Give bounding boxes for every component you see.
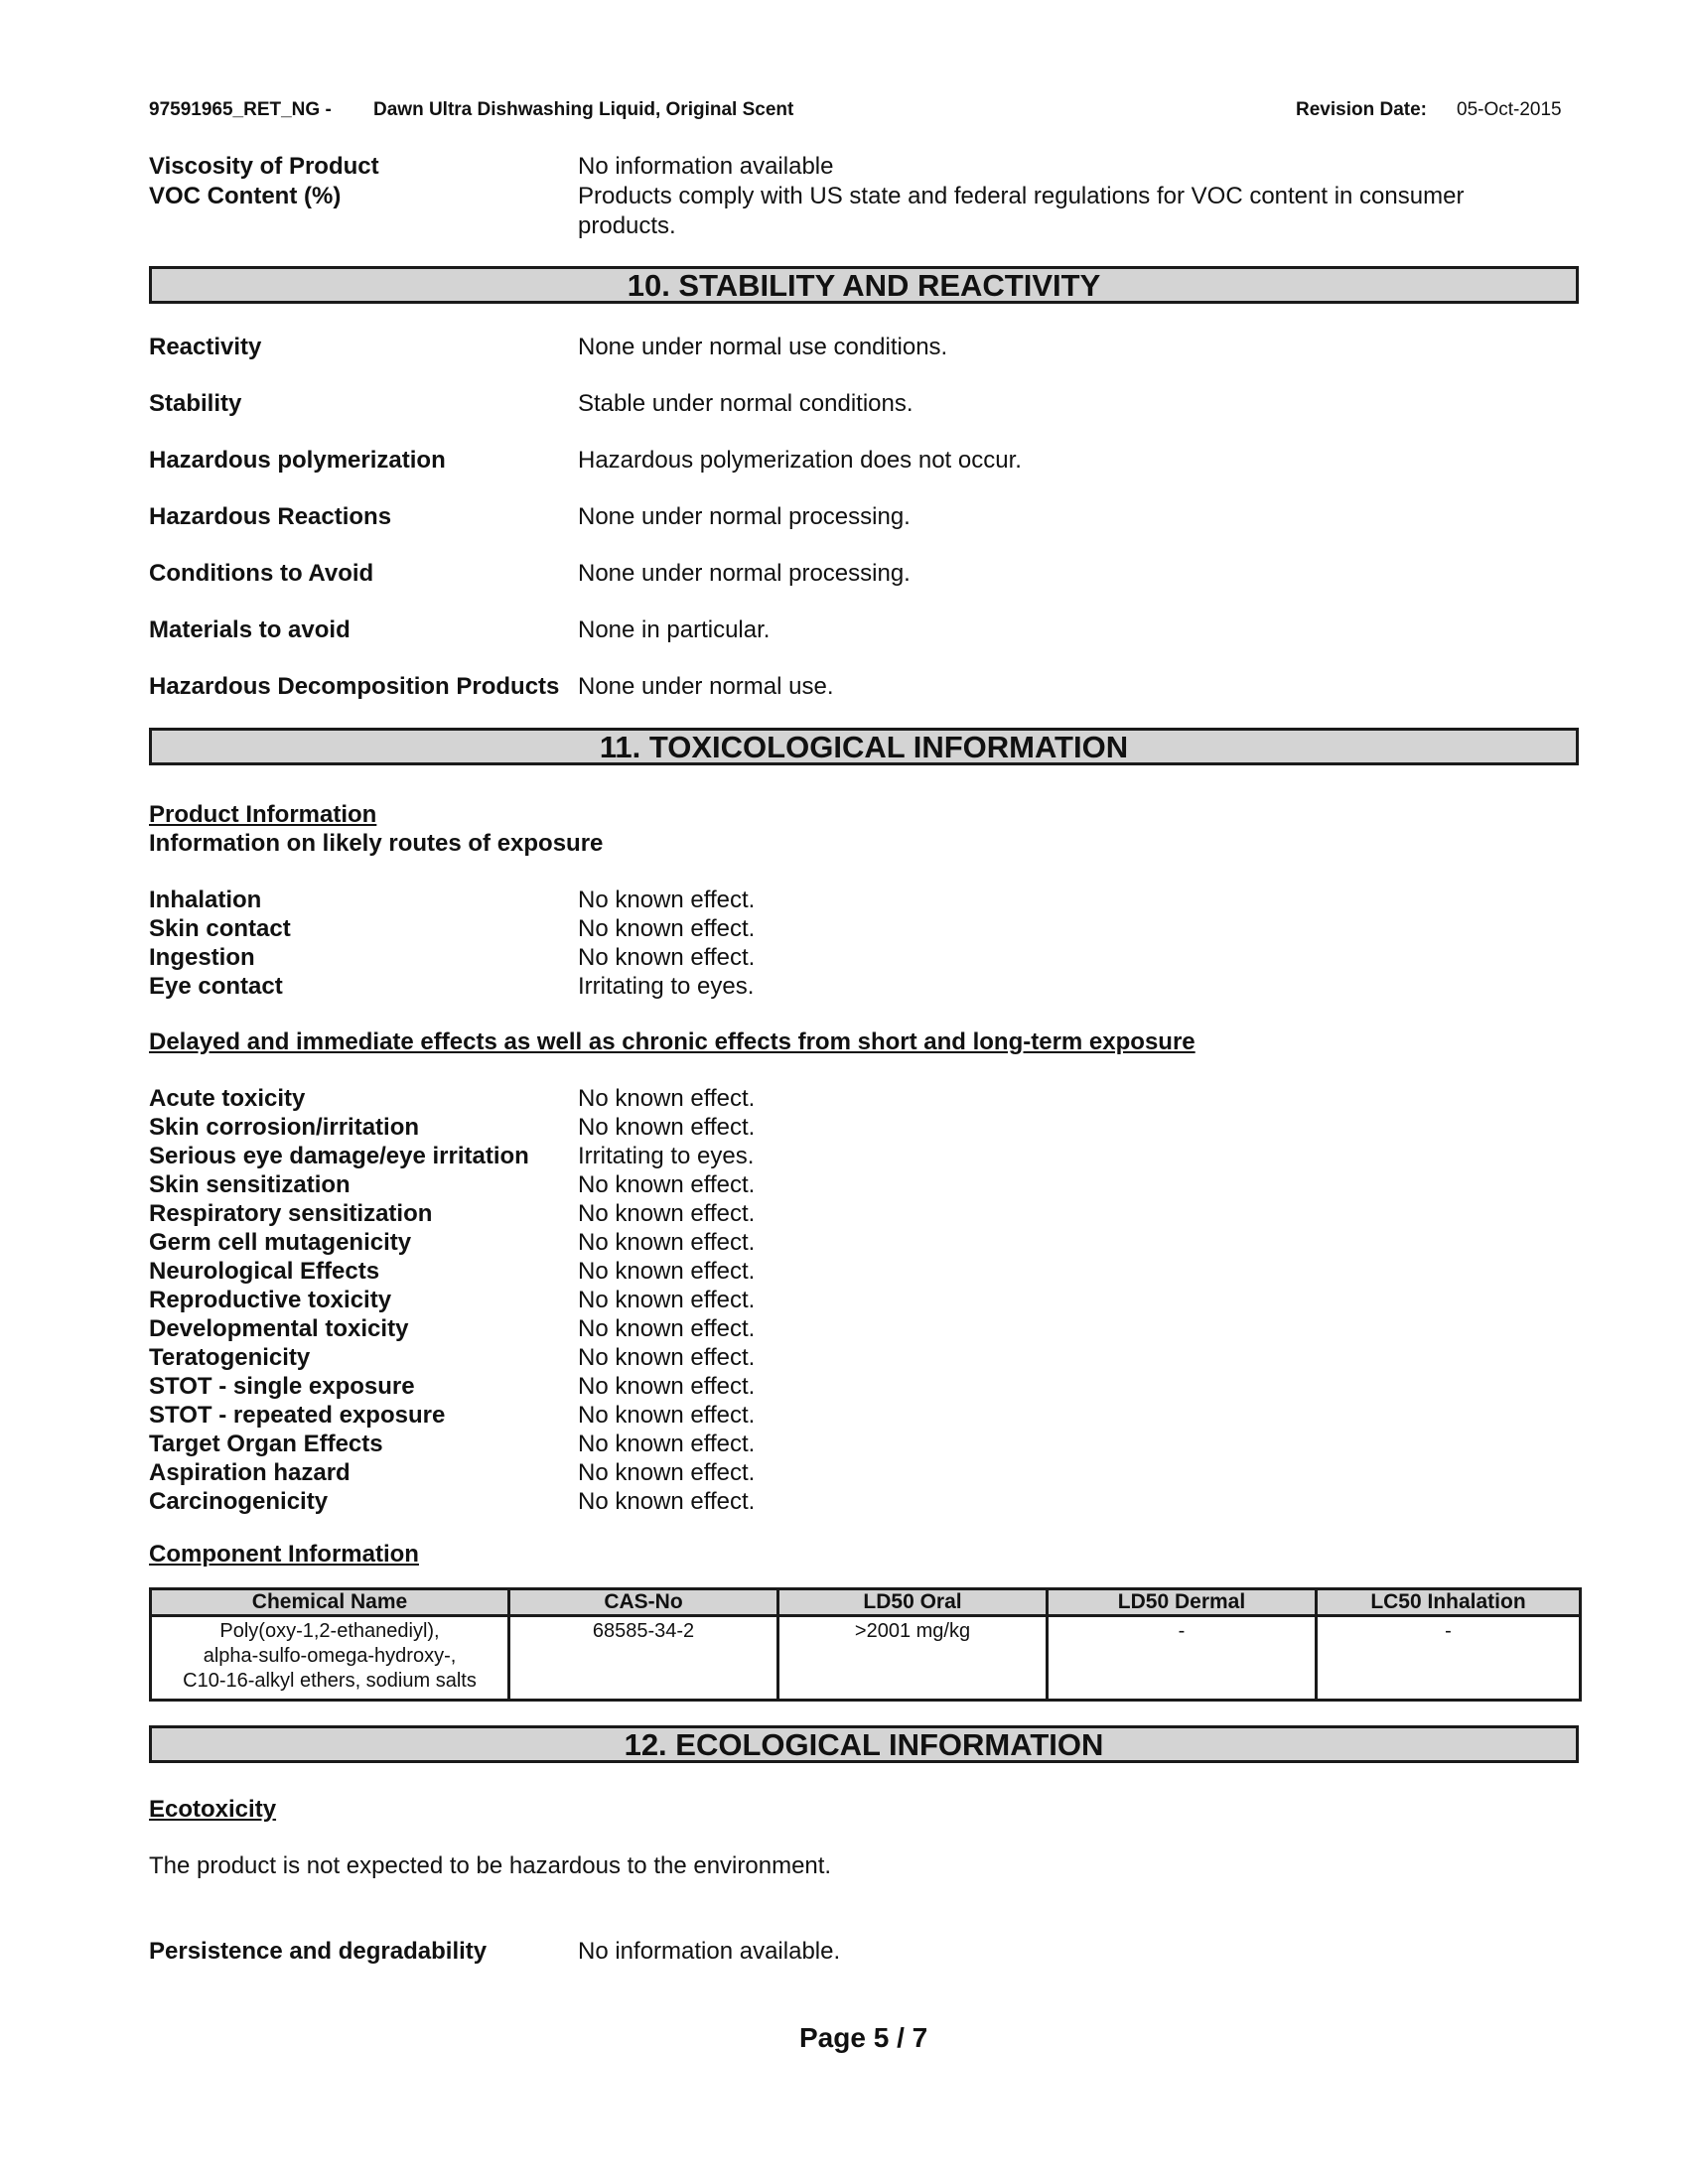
- route-value: No known effect.: [578, 915, 756, 942]
- route-value: Irritating to eyes.: [578, 973, 755, 1000]
- component-table: [149, 1587, 1582, 1702]
- effect-value: No known effect.: [578, 1344, 756, 1371]
- table-header-row: [151, 1589, 1581, 1616]
- ecotoxicity-heading: Ecotoxicity: [149, 1796, 277, 1823]
- effect-value: No known effect.: [578, 1373, 756, 1400]
- route-label: Inhalation: [149, 887, 262, 913]
- effect-label: STOT - single exposure: [149, 1373, 415, 1400]
- effect-label: STOT - repeated exposure: [149, 1402, 446, 1429]
- stability-row-label: Hazardous polymerization: [149, 447, 446, 474]
- viscosity-value: No information available: [578, 153, 834, 180]
- column-header: Chemical Name: [151, 1589, 509, 1616]
- effect-label: Skin corrosion/irritation: [149, 1114, 420, 1141]
- ld50-dermal-cell: -: [1048, 1616, 1317, 1701]
- effect-value: No known effect.: [578, 1402, 756, 1429]
- stability-row-value: None in particular.: [578, 616, 771, 643]
- section-10-title: 10. STABILITY AND REACTIVITY: [149, 266, 1579, 304]
- route-value: No known effect.: [578, 887, 756, 913]
- component-information-heading: Component Information: [149, 1541, 419, 1568]
- persistence-value: No information available.: [578, 1938, 841, 1965]
- chemical-name-line: C10-16-alkyl ethers, sodium salts: [183, 1670, 477, 1692]
- chemical-name-line: alpha-sulfo-omega-hydroxy-,: [203, 1645, 457, 1667]
- effect-label: Acute toxicity: [149, 1085, 306, 1112]
- chemical-name-line: Poly(oxy-1,2-ethanediyl),: [219, 1620, 440, 1642]
- effect-value: No known effect.: [578, 1459, 756, 1486]
- ld50-oral-cell: >2001 mg/kg: [778, 1616, 1048, 1701]
- effect-label: Target Organ Effects: [149, 1431, 383, 1457]
- effect-label: Carcinogenicity: [149, 1488, 329, 1515]
- section-11-title: 11. TOXICOLOGICAL INFORMATION: [149, 728, 1579, 765]
- stability-row-label: Hazardous Decomposition Products: [149, 673, 560, 700]
- effects-heading: Delayed and immediate effects as well as chronic effects from short and long-term exposure: [149, 1028, 1196, 1055]
- stability-row-label: Conditions to Avoid: [149, 560, 374, 587]
- effect-label: Germ cell mutagenicity: [149, 1229, 412, 1256]
- voc-value: Products comply with US state and federal regulations for VOC content in consumer: [578, 183, 1465, 209]
- voc-value-cont: products.: [578, 212, 676, 239]
- page-label: Page: [799, 2022, 866, 2053]
- effect-label: Respiratory sensitization: [149, 1200, 433, 1227]
- stability-row-label: Stability: [149, 390, 242, 417]
- effect-value: Irritating to eyes.: [578, 1143, 755, 1169]
- column-header: LD50 Oral: [778, 1589, 1048, 1616]
- section-12-title: 12. ECOLOGICAL INFORMATION: [149, 1725, 1579, 1763]
- revision-date-label: Revision Date:: [1296, 99, 1427, 120]
- viscosity-label: Viscosity of Product: [149, 153, 379, 180]
- stability-row-value: None under normal processing.: [578, 503, 911, 530]
- stability-row-value: None under normal use conditions.: [578, 334, 948, 360]
- route-label: Ingestion: [149, 944, 255, 971]
- stability-row-value: None under normal processing.: [578, 560, 911, 587]
- stability-row-label: Hazardous Reactions: [149, 503, 392, 530]
- stability-row-label: Materials to avoid: [149, 616, 351, 643]
- effect-label: Serious eye damage/eye irritation: [149, 1143, 529, 1169]
- route-label: Eye contact: [149, 973, 283, 1000]
- cas-number-cell: 68585-34-2: [509, 1616, 778, 1701]
- stability-row-value: Hazardous polymerization does not occur.: [578, 447, 1022, 474]
- column-header: LD50 Dermal: [1048, 1589, 1317, 1616]
- effect-value: No known effect.: [578, 1287, 756, 1313]
- lc50-inhalation-cell: -: [1317, 1616, 1581, 1701]
- effect-value: No known effect.: [578, 1488, 756, 1515]
- effect-label: Neurological Effects: [149, 1258, 380, 1285]
- document-id: 97591965_RET_NG -: [149, 99, 332, 120]
- routes-heading: Information on likely routes of exposure: [149, 830, 604, 857]
- chemical-name-cell: [151, 1616, 509, 1701]
- effect-value: No known effect.: [578, 1315, 756, 1342]
- revision-date: 05-Oct-2015: [1457, 99, 1562, 120]
- product-information-heading: Product Information: [149, 801, 377, 828]
- effect-label: Teratogenicity: [149, 1344, 311, 1371]
- effect-label: Reproductive toxicity: [149, 1287, 392, 1313]
- column-header: LC50 Inhalation: [1317, 1589, 1581, 1616]
- stability-row-value: None under normal use.: [578, 673, 834, 700]
- effect-label: Skin sensitization: [149, 1171, 351, 1198]
- product-name: Dawn Ultra Dishwashing Liquid, Original Scent: [373, 99, 794, 120]
- voc-label: VOC Content (%): [149, 183, 342, 209]
- effect-value: No known effect.: [578, 1229, 756, 1256]
- effect-value: No known effect.: [578, 1114, 756, 1141]
- stability-row-label: Reactivity: [149, 334, 262, 360]
- stability-row-value: Stable under normal conditions.: [578, 390, 914, 417]
- page-number: 5 / 7: [873, 2022, 928, 2053]
- effect-label: Developmental toxicity: [149, 1315, 409, 1342]
- effect-value: No known effect.: [578, 1431, 756, 1457]
- effect-value: No known effect.: [578, 1258, 756, 1285]
- table-row: [151, 1616, 1581, 1701]
- persistence-label: Persistence and degradability: [149, 1938, 488, 1965]
- effect-value: No known effect.: [578, 1171, 756, 1198]
- effect-value: No known effect.: [578, 1085, 756, 1112]
- route-label: Skin contact: [149, 915, 291, 942]
- column-header: CAS-No: [509, 1589, 778, 1616]
- page-indicator: [799, 2022, 927, 2054]
- effect-label: Aspiration hazard: [149, 1459, 351, 1486]
- effect-value: No known effect.: [578, 1200, 756, 1227]
- ecotoxicity-text: The product is not expected to be hazardous to the environment.: [149, 1852, 832, 1879]
- route-value: No known effect.: [578, 944, 756, 971]
